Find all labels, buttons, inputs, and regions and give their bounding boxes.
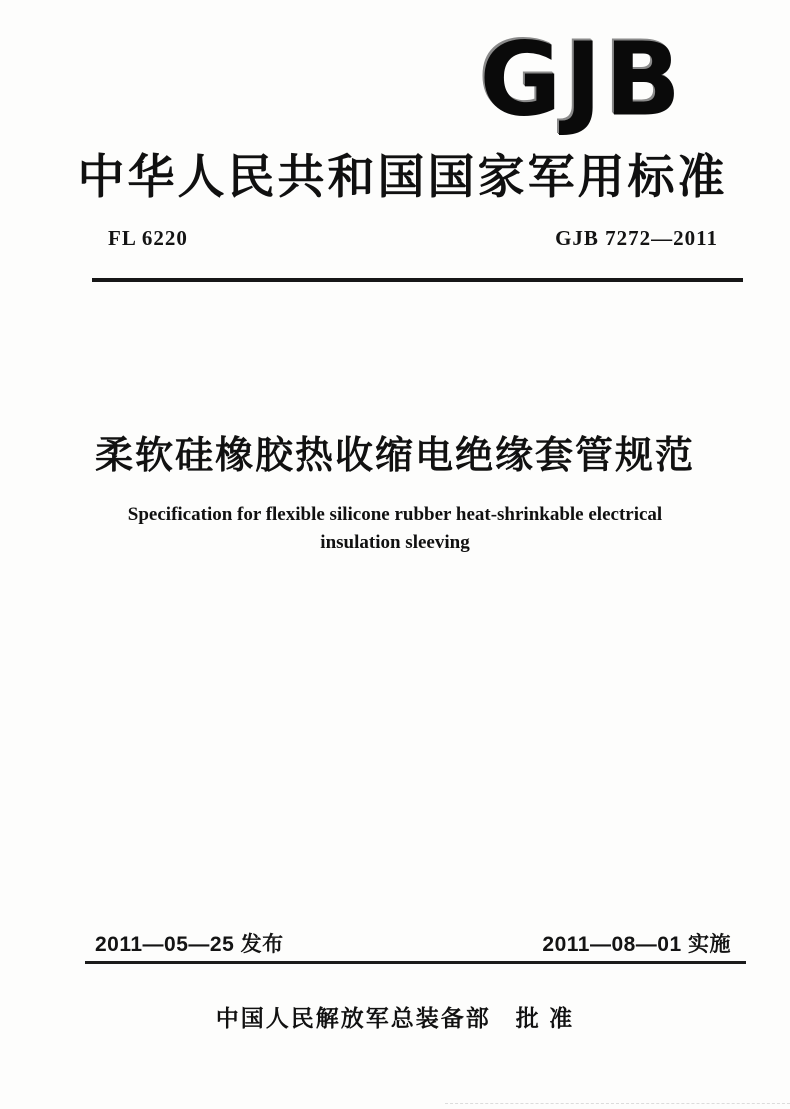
document-title-english-line2: insulation sleeving — [320, 531, 470, 553]
document-title-english — [0, 501, 790, 556]
standard-number: GJB 7272—2011 — [555, 226, 718, 250]
date-row — [95, 928, 731, 958]
scan-edge-artifact — [445, 1103, 790, 1104]
top-divider — [92, 278, 743, 282]
document-title-chinese: 柔软硅橡胶热收缩电绝缘套管规范 — [94, 435, 695, 477]
bottom-divider — [85, 961, 746, 964]
reference-row — [108, 226, 718, 251]
implement-date: 2011—08—01 实施 — [542, 933, 731, 956]
national-standard-heading: 中华人民共和国国家军用标准 — [77, 152, 728, 204]
classification-code: FL 6220 — [108, 226, 188, 250]
document-title-english-line1: Specification for flexible silicone rubber heat-shrinkable electrical — [127, 504, 663, 525]
approval-authority: 中国人民解放军总装备部 批 准 — [215, 1005, 575, 1031]
issue-date: 2011—05—25 发布 — [95, 933, 284, 956]
gjb-logo: GJB — [479, 19, 684, 140]
